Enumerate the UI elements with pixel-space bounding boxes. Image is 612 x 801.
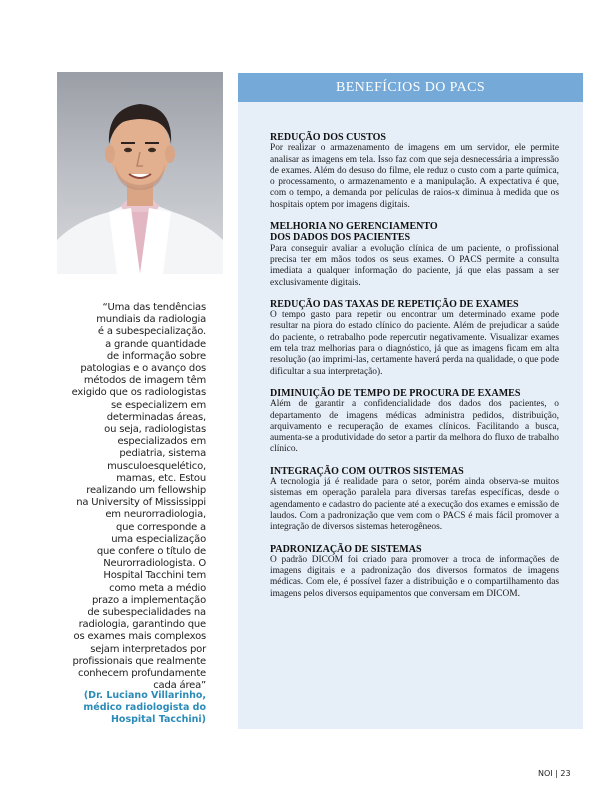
quote-line: mamas, etc. Estou: [116, 472, 206, 484]
quote-line: pediatria, sistema: [119, 448, 206, 460]
quote-line: musculoesquelético,: [107, 460, 206, 472]
quote-line: especializados em: [117, 436, 206, 448]
quote-line: de informação sobre: [106, 350, 206, 362]
attribution-line: (Dr. Luciano Villarinho,: [83, 690, 206, 701]
quote-line: os exames mais complexos: [73, 631, 206, 643]
quote-line: profissionais que realmente: [72, 655, 206, 667]
attribution-line: médico radiologista do: [83, 702, 206, 713]
benefit-title: PADRONIZAÇÃO DE SISTEMAS: [270, 543, 422, 555]
quote-line: realizando um fellowship: [86, 485, 206, 497]
quote-line: cada área”: [153, 680, 206, 692]
quote-line: determinadas áreas,: [106, 411, 206, 423]
quote-line: que corresponde a: [115, 521, 206, 533]
benefit-title: REDUÇÃO DOS CUSTOS: [270, 132, 386, 143]
benefit-section: [270, 388, 559, 456]
benefit-section: [270, 466, 559, 534]
attribution-line: Hospital Tacchini): [110, 714, 206, 725]
section-header: [238, 73, 583, 102]
benefit-section: [270, 544, 559, 600]
benefit-text: Para conseguir avaliar a evolução clínica de um paciente, o profissional precisa ter em mãos todos os seus exames. O PACS permite a consulta imediata a qualquer informação do paciente, já que elas passam a ser exclusivamente digitais.: [270, 243, 559, 288]
quote-line: mundiais da radiologia: [96, 314, 206, 326]
quote-line: se especializem em: [111, 399, 206, 411]
quote-line: “Uma das tendências: [102, 302, 206, 313]
benefit-text: A tecnologia já é realidade para o setor, porém ainda observa-se muitos sistemas em operação paralela para diversas tarefas específicas, desde o agendamento e cadastro do paciente até a execução dos exames e emissão de laudos. Com a padronização que vem com o PACS é mais fácil promover a integração de diversos sistemas heterogêneos.: [270, 477, 559, 533]
quote-line: Hospital Tacchini tem: [103, 570, 206, 582]
doctor-photo: [57, 72, 223, 274]
quote-line: métodos de imagem têm: [83, 375, 206, 387]
quote-line: a grande quantidade: [105, 338, 206, 350]
section-title: BENEFÍCIOS DO PACS: [335, 79, 486, 95]
benefit-section: [270, 299, 559, 378]
quote-line: prazo a implementação: [91, 594, 206, 606]
benefit-text: Além de garantir a confidencialidade dos dados dos pacientes, o departamento de imagens médicas administra pedidos, distribuição, arquivamento e recuperação de exames clínicos. Facilitando a busca, aumenta-se a produtividade do setor a partir da melhora do fluxo de trabalho clínico.: [270, 399, 559, 455]
quote-line: ou seja, radiologistas: [104, 424, 206, 436]
benefits-content: [270, 132, 559, 610]
benefit-text: Por realizar o armazenamento de imagens em um servidor, ele permite analisar as imagens em tela. Isso faz com que seja desnecessária a impressão de exames. Além do desuso do filme, ele reduz o custo com a parte química, o processamento, o armazenamento e a manipulação. A expectativa é que, com o tempo, a demanda por películas de raios-x diminua à medida que os hospitais optem por imagens digitais.: [270, 143, 559, 210]
benefit-text: O tempo gasto para repetir ou encontrar um determinado exame pode resultar na piora do estado clínico do paciente. Além de prejudicar a saúde do paciente, o retrabalho pode repercutir negativamente. Visualizar exames em tela traz melhorias para o diagnóstico, já que as imagens ficam em alta resolução (ao imprimi-las, certamente haverá perda na qualidade, o que pode dificultar a sua interpretação).: [270, 310, 559, 377]
quote-attribution: [60, 690, 206, 726]
quote-line: como meta a médio: [109, 582, 206, 594]
quote-line: em neurorradiologia,: [105, 509, 206, 521]
pull-quote: [60, 302, 206, 693]
benefit-title: REDUÇÃO DAS TAXAS DE REPETIÇÃO DE EXAMES: [270, 298, 519, 310]
benefit-section: [270, 132, 559, 211]
quote-line: é a subespecialização.: [97, 326, 206, 338]
quote-line: sejam interpretados por: [90, 643, 206, 655]
quote-line: de subespecialidades na: [87, 607, 206, 619]
quote-line: que confere o título de: [96, 546, 206, 558]
quote-line: radiologia, garantindo que: [78, 619, 206, 631]
page-footer: NOI | 23: [538, 769, 571, 778]
quote-line: exigido que os radiologistas: [71, 387, 206, 399]
quote-line: patologias e o avanço dos: [80, 363, 206, 375]
quote-line: uma especialização: [111, 533, 206, 545]
quote-line: conhecem profundamente: [78, 668, 206, 680]
benefit-title: INTEGRAÇÃO COM OUTROS SISTEMAS: [270, 465, 464, 477]
doctor-portrait: [57, 72, 223, 274]
quote-line: na University of Mississippi: [76, 497, 206, 509]
benefit-title: DIMINUIÇÃO DE TEMPO DE PROCURA DE EXAMES: [270, 387, 521, 399]
quote-line: Neurorradiologista. O: [103, 558, 206, 570]
benefit-text: O padrão DICOM foi criado para promover a troca de informações de imagens digitais e a padronização dos diversos formatos de imagens médicas. Com ele, é possível fazer a distribuição e o compartilhamento das imagens pelos diversos equipamentos que conversam em DICOM.: [270, 554, 559, 599]
benefit-title: MELHORIA NO GERENCIAMENTO DOS DADOS DOS PACIENTES: [270, 221, 438, 244]
benefit-section: [270, 221, 559, 289]
